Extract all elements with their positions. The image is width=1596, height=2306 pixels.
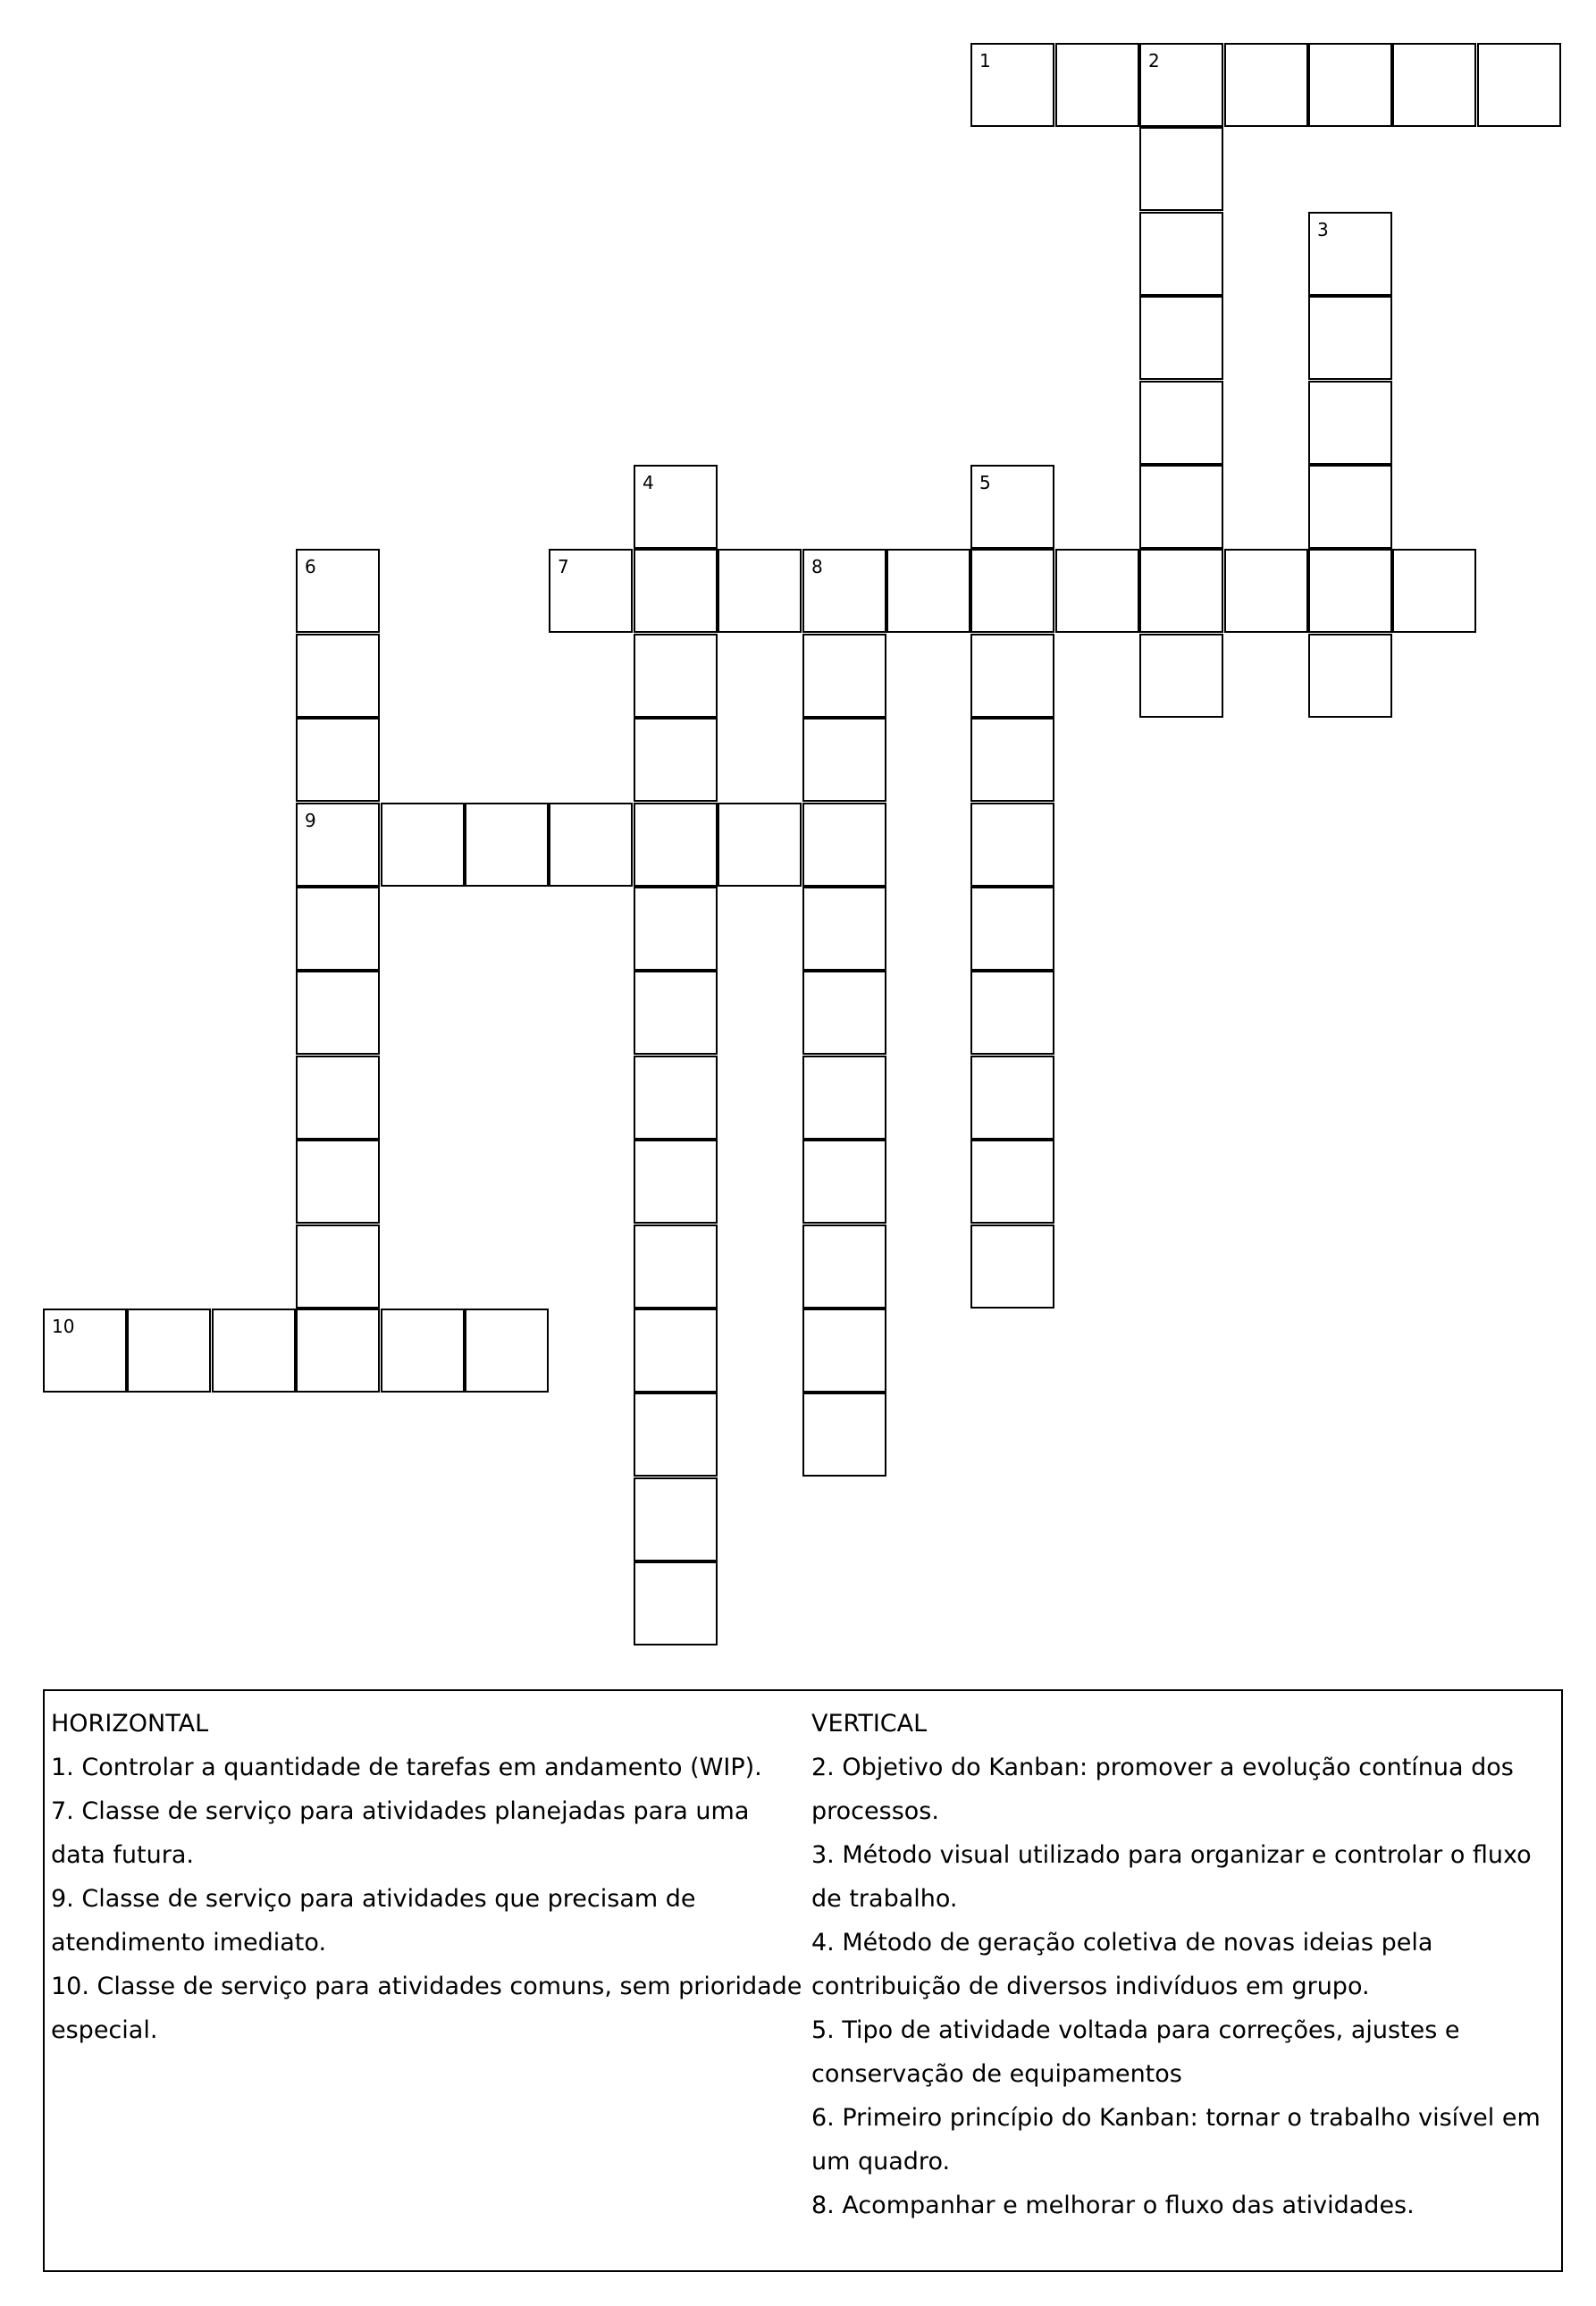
- clue-number: 3: [1317, 219, 1329, 240]
- clue-number: 7: [558, 556, 569, 577]
- grid-cell[interactable]: [296, 549, 380, 633]
- grid-cell[interactable]: [1308, 381, 1392, 465]
- grid-cell[interactable]: [1477, 43, 1561, 127]
- vertical-clues: [811, 1702, 1562, 2227]
- grid-cell[interactable]: [465, 803, 549, 887]
- grid-cell[interactable]: [296, 1309, 380, 1393]
- grid-cell[interactable]: [634, 1309, 718, 1393]
- grid-cell[interactable]: [1392, 43, 1476, 127]
- grid-cell[interactable]: [634, 718, 718, 802]
- grid-cell[interactable]: [1308, 212, 1392, 296]
- grid-cell[interactable]: [634, 971, 718, 1055]
- clue-8-down: 8. Acompanhar e melhorar o fluxo das atividades.: [811, 2192, 1415, 2219]
- grid-cell[interactable]: [1139, 465, 1223, 549]
- clue-number: 9: [305, 810, 316, 831]
- clue-number: 10: [52, 1316, 75, 1337]
- grid-cell[interactable]: [970, 1140, 1054, 1224]
- grid-cell[interactable]: [802, 1140, 886, 1224]
- grid-cell[interactable]: [1139, 43, 1223, 127]
- grid-cell[interactable]: [970, 1225, 1054, 1309]
- grid-cell[interactable]: [212, 1309, 296, 1393]
- grid-cell[interactable]: [802, 549, 886, 633]
- grid-cell[interactable]: [634, 1140, 718, 1224]
- grid-cell[interactable]: [1224, 43, 1308, 127]
- grid-cell[interactable]: [1308, 634, 1392, 718]
- grid-cell[interactable]: [1308, 465, 1392, 549]
- grid-cell[interactable]: [1139, 127, 1223, 211]
- grid-cell[interactable]: [886, 549, 970, 633]
- grid-cell[interactable]: [970, 43, 1054, 127]
- grid-cell[interactable]: [970, 718, 1054, 802]
- clue-3-down: 3. Método visual utilizado para organizar e controlar o fluxo de trabalho.: [811, 1841, 1532, 1913]
- grid-cell[interactable]: [970, 634, 1054, 718]
- grid-cell[interactable]: [296, 887, 380, 971]
- clues-box: [43, 1689, 1563, 2272]
- grid-cell[interactable]: [634, 465, 718, 549]
- grid-cell[interactable]: [634, 1477, 718, 1561]
- grid-cell[interactable]: [802, 971, 886, 1055]
- grid-cell[interactable]: [802, 718, 886, 802]
- clue-number: 2: [1148, 50, 1160, 72]
- horizontal-heading: HORIZONTAL: [51, 1710, 209, 1738]
- grid-cell[interactable]: [296, 1140, 380, 1224]
- grid-cell[interactable]: [1139, 212, 1223, 296]
- clue-number: 4: [643, 472, 654, 493]
- grid-cell[interactable]: [43, 1309, 127, 1393]
- grid-cell[interactable]: [634, 803, 718, 887]
- grid-cell[interactable]: [549, 803, 633, 887]
- clue-number: 5: [979, 472, 991, 493]
- grid-cell[interactable]: [970, 549, 1054, 633]
- grid-cell[interactable]: [634, 1225, 718, 1309]
- clue-1-across: 1. Controlar a quantidade de tarefas em andamento (WIP).: [51, 1754, 762, 1781]
- grid-cell[interactable]: [1139, 634, 1223, 718]
- grid-cell[interactable]: [634, 1056, 718, 1140]
- clue-9-across: 9. Classe de serviço para atividades que precisam de atendimento imediato.: [51, 1885, 696, 1957]
- grid-cell[interactable]: [1392, 549, 1476, 633]
- grid-cell[interactable]: [1308, 296, 1392, 380]
- clue-number: 1: [979, 50, 991, 72]
- clue-7-across: 7. Classe de serviço para atividades planejadas para uma data futura.: [51, 1797, 750, 1869]
- grid-cell[interactable]: [634, 549, 718, 633]
- grid-cell[interactable]: [296, 971, 380, 1055]
- grid-cell[interactable]: [381, 1309, 465, 1393]
- grid-cell[interactable]: [802, 887, 886, 971]
- vertical-heading: VERTICAL: [811, 1710, 928, 1738]
- grid-cell[interactable]: [127, 1309, 211, 1393]
- grid-cell[interactable]: [296, 1225, 380, 1309]
- grid-cell[interactable]: [296, 803, 380, 887]
- grid-cell[interactable]: [970, 465, 1054, 549]
- grid-cell[interactable]: [802, 1225, 886, 1309]
- grid-cell[interactable]: [1308, 549, 1392, 633]
- grid-cell[interactable]: [1308, 43, 1392, 127]
- clue-10-across: 10. Classe de serviço para atividades comuns, sem prioridade especial.: [51, 1973, 802, 2044]
- grid-cell[interactable]: [970, 1056, 1054, 1140]
- grid-cell[interactable]: [634, 634, 718, 718]
- clue-number: 8: [811, 556, 823, 577]
- grid-cell[interactable]: [718, 549, 802, 633]
- clue-2-down: 2. Objetivo do Kanban: promover a evolução contínua dos processos.: [811, 1754, 1514, 1825]
- grid-cell[interactable]: [1139, 381, 1223, 465]
- grid-cell[interactable]: [1139, 549, 1223, 633]
- grid-cell[interactable]: [970, 887, 1054, 971]
- grid-cell[interactable]: [1139, 296, 1223, 380]
- grid-cell[interactable]: [465, 1309, 549, 1393]
- grid-cell[interactable]: [802, 1393, 886, 1477]
- grid-cell[interactable]: [802, 634, 886, 718]
- grid-cell[interactable]: [296, 634, 380, 718]
- grid-cell[interactable]: [1055, 43, 1139, 127]
- grid-cell[interactable]: [296, 718, 380, 802]
- grid-cell[interactable]: [634, 887, 718, 971]
- grid-cell[interactable]: [634, 1393, 718, 1477]
- grid-cell[interactable]: [718, 803, 802, 887]
- grid-cell[interactable]: [634, 1561, 718, 1645]
- grid-cell[interactable]: [802, 1309, 886, 1393]
- grid-cell[interactable]: [970, 803, 1054, 887]
- grid-cell[interactable]: [549, 549, 633, 633]
- horizontal-clues: [51, 1702, 806, 2052]
- grid-cell[interactable]: [1055, 549, 1139, 633]
- clue-number: 6: [305, 556, 316, 577]
- grid-cell[interactable]: [381, 803, 465, 887]
- grid-cell[interactable]: [970, 971, 1054, 1055]
- clue-6-down: 6. Primeiro princípio do Kanban: tornar o trabalho visível em um quadro.: [811, 2104, 1541, 2176]
- clue-5-down: 5. Tipo de atividade voltada para correções, ajustes e conservação de equipamentos: [811, 2016, 1460, 2088]
- grid-cell[interactable]: [1224, 549, 1308, 633]
- clue-4-down: 4. Método de geração coletiva de novas ideias pela contribuição de diversos indivíduos em grupo.: [811, 1929, 1433, 2000]
- grid-cell[interactable]: [802, 803, 886, 887]
- grid-cell[interactable]: [296, 1056, 380, 1140]
- grid-cell[interactable]: [802, 1056, 886, 1140]
